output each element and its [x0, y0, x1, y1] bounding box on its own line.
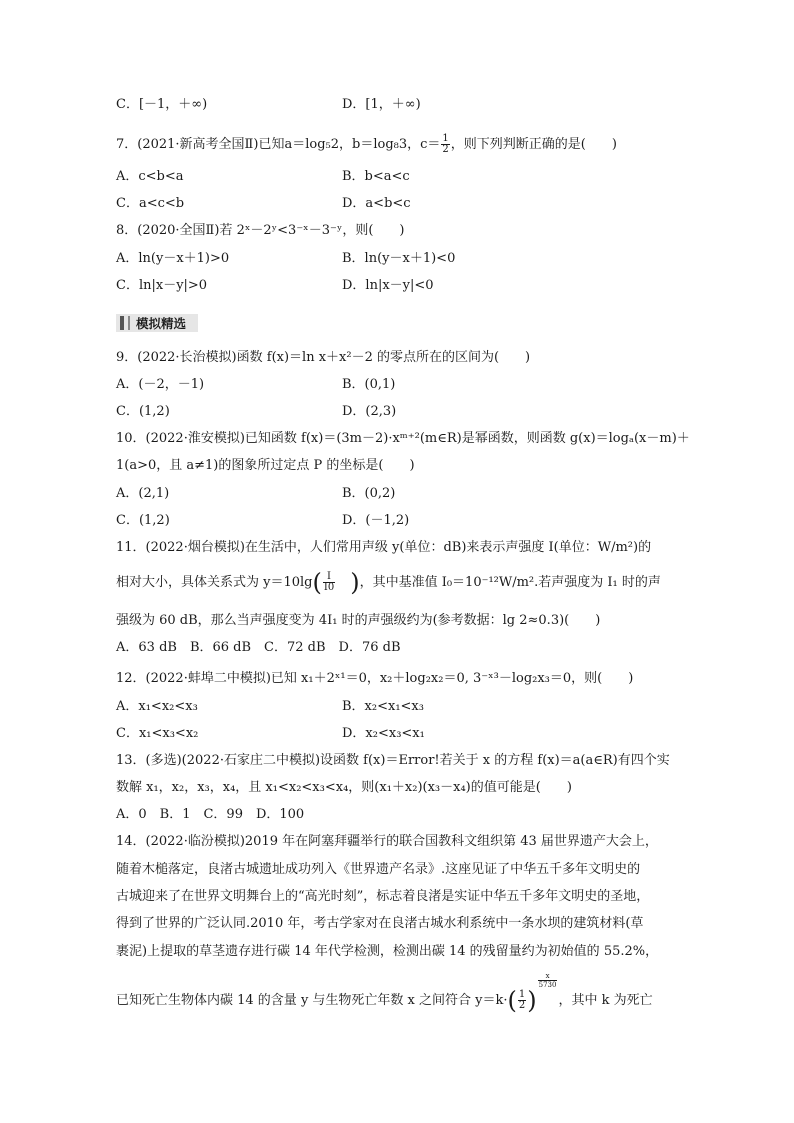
q12-stem: 12．(2022·蚌埠二中模拟)已知 x₁＋2ˣ¹＝0，x₂＋log₂x₂＝0, 3⁻ˣ³－log₂x₃＝0，则( ) [116, 671, 634, 686]
q14-line6-suffix: ，其中 k 为死亡 [558, 993, 653, 1008]
q14-line4: 得到了世界的广泛认同.2010 年，考古学家对在良渚古城水利系统中一条水坝的建筑材料(草 [116, 916, 644, 931]
q8-option-c: C．ln|x－y|>0 [116, 278, 208, 293]
q8-stem: 8．(2020·全国Ⅱ)若 2ˣ－2ʸ<3⁻ˣ－3⁻ʸ，则( ) [116, 223, 405, 238]
q14-exponent-denominator: 5730 [538, 981, 557, 989]
q8-option-b: B．ln(y－x＋1)<0 [342, 251, 456, 266]
q8-option-d: D．ln|x－y|<0 [342, 278, 434, 293]
q7-b-expr: b＝log₈3， [352, 137, 421, 152]
q7-option-c: C．a<c<b [116, 196, 185, 211]
q9-option-a: A．(－2，－1) [116, 377, 205, 392]
section-bar-thin-icon [128, 316, 130, 330]
section-tag [116, 314, 198, 332]
q14-exponent-numerator: x [538, 972, 558, 981]
q6-option-d: D．[1，＋∞) [342, 97, 421, 112]
q9-option-d: D．(2,3) [342, 404, 397, 419]
q12-option-c: C．x₁<x₃<x₂ [116, 726, 199, 741]
q12-option-b: B．x₂<x₁<x₃ [342, 699, 424, 714]
q11-stem-line1: 11．(2022·烟台模拟)在生活中，人们常用声级 y(单位：dB)来表示声强度 I(单位：W/m²)的 [116, 540, 652, 555]
q14-exponent-fraction [538, 972, 558, 989]
left-paren-glyph: ( [312, 568, 322, 597]
q11-stem-line3: 强级为 60 dB，那么当声强度变为 4I₁ 时的声强级约为(参考数据：lg 2≈0.3)( ) [116, 613, 601, 628]
q7-c-prefix: c＝ [420, 137, 441, 152]
q12-option-a: A．x₁<x₂<x₃ [116, 699, 198, 714]
q14-line6-prefix: 已知死亡生物体内碳 14 的含量 y 与生物死亡年数 x 之间符合 y＝k· [116, 993, 508, 1008]
section-bar-icon [120, 316, 124, 330]
q6-option-c: C．[－1，＋∞) [116, 97, 208, 112]
q14-base-numerator: 1 [518, 989, 526, 1000]
q7-c-numerator: 1 [442, 133, 449, 144]
q7-option-a: A．c<b<a [116, 169, 184, 184]
q7-stem-prefix: 7．(2021·新高考全国Ⅱ)已知 [116, 137, 285, 152]
q10-stem-line1: 10．(2022·淮安模拟)已知函数 f(x)＝(3m－2)·xᵐ⁺²(m∈R)是幂函数，则函数 g(x)＝logₐ(x－m)＋ [116, 431, 690, 446]
q14-line5: 裹泥)上提取的草茎遗存进行碳 14 年代学检测，检测出碳 14 的残留量约为初始值的 55.2%， [116, 944, 659, 959]
q7-stem-suffix: ，则下列判断正确的是( ) [450, 137, 617, 152]
q14-base-fraction [518, 990, 526, 1011]
q10-option-d: D．(－1,2) [342, 513, 410, 528]
left-paren-glyph: ( [507, 986, 517, 1015]
q7-c-denominator: 2 [442, 144, 449, 155]
q11-options: A．63 dB B．66 dB C．72 dB D．76 dB [116, 640, 401, 655]
q13-stem-line1: 13．(多选)(2022·石家庄二中模拟)设函数 f(x)＝Error!若关于 x 的方程 f(x)＝a(a∈R)有四个实 [116, 753, 670, 768]
right-paren-glyph: ) [350, 568, 360, 597]
q14-line2: 随着木槌落定，良渚古城遗址成功列入《世界遗产名录》.这座见证了中华五千多年文明史的 [116, 862, 641, 877]
section-label: 模拟精选 [136, 316, 187, 331]
q8-option-a: A．ln(y－x＋1)>0 [116, 251, 230, 266]
q11-stem-line2-prefix: 相对大小，具体关系式为 y＝10lg [116, 575, 313, 590]
q11-fraction-denominator: I0 [323, 582, 335, 593]
q13-options: A．0 B．1 C．99 D．100 [116, 807, 305, 822]
q13-stem-line2: 数解 x₁，x₂，x₃，x₄，且 x₁<x₂<x₃<x₄，则(x₁＋x₂)(x₃－x₄)的值可能是( ) [116, 780, 572, 795]
q10-option-c: C．(1,2) [116, 513, 170, 528]
q14-line1: 14．(2022·临汾模拟)2019 年在阿塞拜疆举行的联合国教科文组织第 43 届世界遗产大会上， [116, 834, 658, 849]
q10-option-b: B．(0,2) [342, 486, 396, 501]
q14-line6 [116, 972, 653, 1015]
q7-option-b: B．b<a<c [342, 169, 410, 184]
q10-stem-line2: 1(a>0，且 a≠1)的图象所过定点 P 的坐标是( ) [116, 458, 415, 473]
q10-option-a: A．(2,1) [116, 486, 170, 501]
right-paren-glyph: ) [527, 986, 537, 1015]
q14-line3: 古城迎来了在世界文明舞台上的“高光时刻”，标志着良渚是实证中华五千多年文明史的圣地， [116, 889, 650, 904]
q11-fraction-numerator: I [323, 572, 335, 583]
q11-stem-line2 [116, 568, 661, 597]
q12-option-d: D．x₂<x₃<x₁ [342, 726, 425, 741]
q7-c-fraction [441, 134, 449, 155]
q7-stem [116, 134, 617, 155]
q11-stem-line2-suffix: ，其中基准值 I₀＝10⁻¹²W/m².若声强度为 I₁ 时的声 [359, 575, 661, 590]
q9-stem: 9．(2022·长治模拟)函数 f(x)＝ln x＋x²－2 的零点所在的区间为( ) [116, 350, 531, 365]
q14-base-denominator: 2 [518, 1000, 526, 1011]
q11-fraction [323, 572, 335, 593]
q9-option-c: C．(1,2) [116, 404, 170, 419]
q7-a-expr: a＝log₅2， [284, 137, 353, 152]
q9-option-b: B．(0,1) [342, 377, 396, 392]
q7-option-d: D．a<b<c [342, 196, 411, 211]
